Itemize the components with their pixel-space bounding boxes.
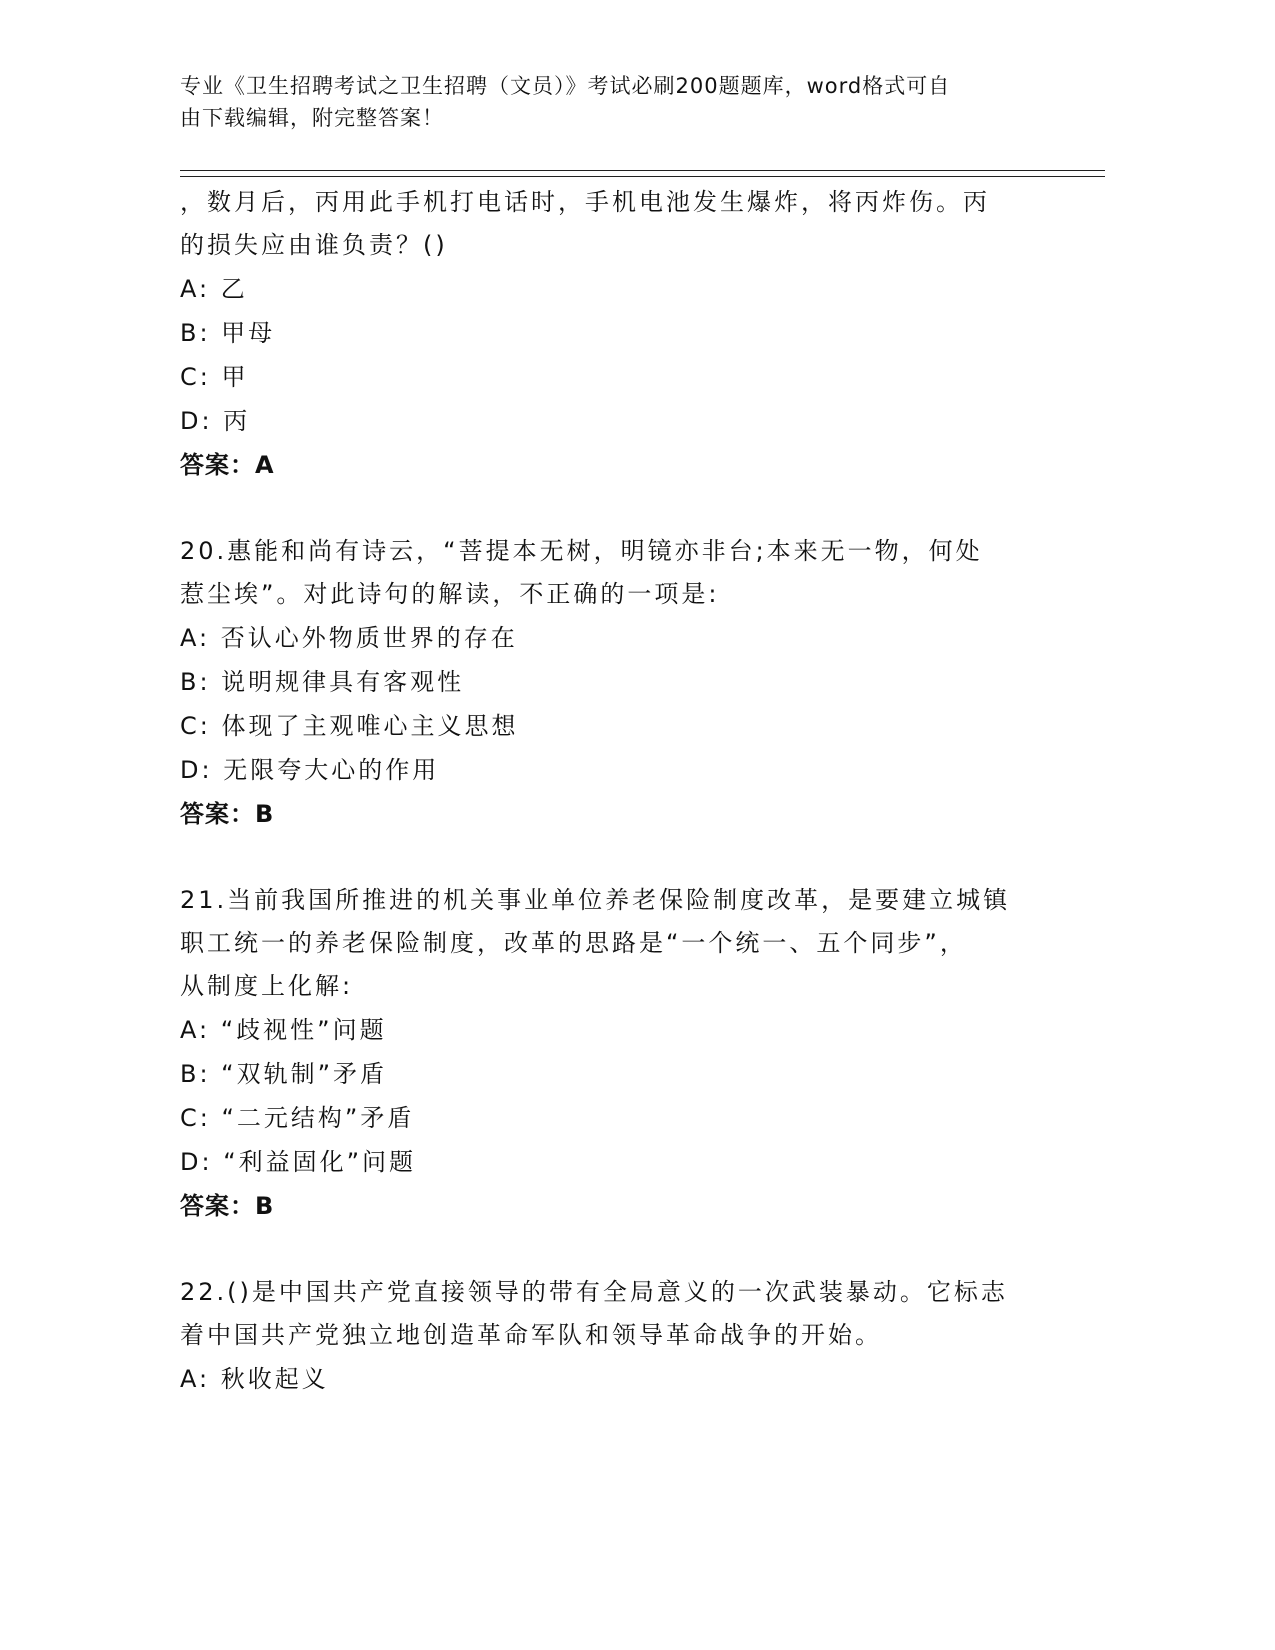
question-stem-line: 从制度上化解: bbox=[180, 972, 354, 1000]
option-c: C: 甲 bbox=[180, 363, 249, 391]
answer-line: 答案：B bbox=[180, 800, 275, 828]
option-d: D: 丙 bbox=[180, 407, 251, 435]
question-stem-line: 的损失应由谁负责？() bbox=[180, 231, 448, 259]
option-d: D: 无限夸大心的作用 bbox=[180, 756, 440, 784]
header-divider-top bbox=[180, 170, 1105, 171]
option-c: C: “二元结构”矛盾 bbox=[180, 1104, 415, 1132]
question-stem-line: 职工统一的养老保险制度，改革的思路是“一个统一、五个同步”， bbox=[180, 929, 967, 957]
option-a: A: 否认心外物质世界的存在 bbox=[180, 624, 518, 652]
question-stem-line: 20.惠能和尚有诗云，“菩提本无树，明镜亦非台;本来无一物，何处 bbox=[180, 537, 983, 565]
answer-line: 答案：A bbox=[180, 451, 275, 479]
header-divider-bottom bbox=[180, 176, 1105, 177]
option-b: B: “双轨制”矛盾 bbox=[180, 1060, 388, 1088]
question-20 bbox=[180, 530, 1040, 836]
option-a: A: 秋收起义 bbox=[180, 1365, 329, 1393]
question-22 bbox=[180, 1271, 1040, 1401]
option-a: A: 乙 bbox=[180, 275, 248, 303]
document-header bbox=[180, 70, 1040, 134]
option-d: D: “利益固化”问题 bbox=[180, 1148, 417, 1176]
question-stem-line: 21.当前我国所推进的机关事业单位养老保险制度改革，是要建立城镇 bbox=[180, 886, 1011, 914]
header-line-1: 专业《卫生招聘考试之卫生招聘（文员）》考试必刷200题题库，word格式可自 bbox=[180, 74, 951, 98]
question-21 bbox=[180, 879, 1040, 1228]
option-c: C: 体现了主观唯心主义思想 bbox=[180, 712, 519, 740]
question-stem-line: 着中国共产党独立地创造革命军队和领导革命战争的开始。 bbox=[180, 1321, 882, 1349]
header-line-2: 由下载编辑，附完整答案！ bbox=[180, 106, 444, 130]
option-a: A: “歧视性”问题 bbox=[180, 1016, 387, 1044]
option-b: B: 甲母 bbox=[180, 319, 276, 347]
question-stem-line: 22.()是中国共产党直接领导的带有全局意义的一次武装暴动。它标志 bbox=[180, 1278, 1008, 1306]
question-stem-line: ，数月后，丙用此手机打电话时，手机电池发生爆炸，将丙炸伤。丙 bbox=[180, 188, 990, 216]
option-b: B: 说明规律具有客观性 bbox=[180, 668, 465, 696]
question-19 bbox=[180, 181, 1040, 487]
question-list bbox=[180, 181, 1040, 1401]
question-stem-line: 惹尘埃”。对此诗句的解读，不正确的一项是: bbox=[180, 580, 720, 608]
answer-line: 答案：B bbox=[180, 1192, 275, 1220]
